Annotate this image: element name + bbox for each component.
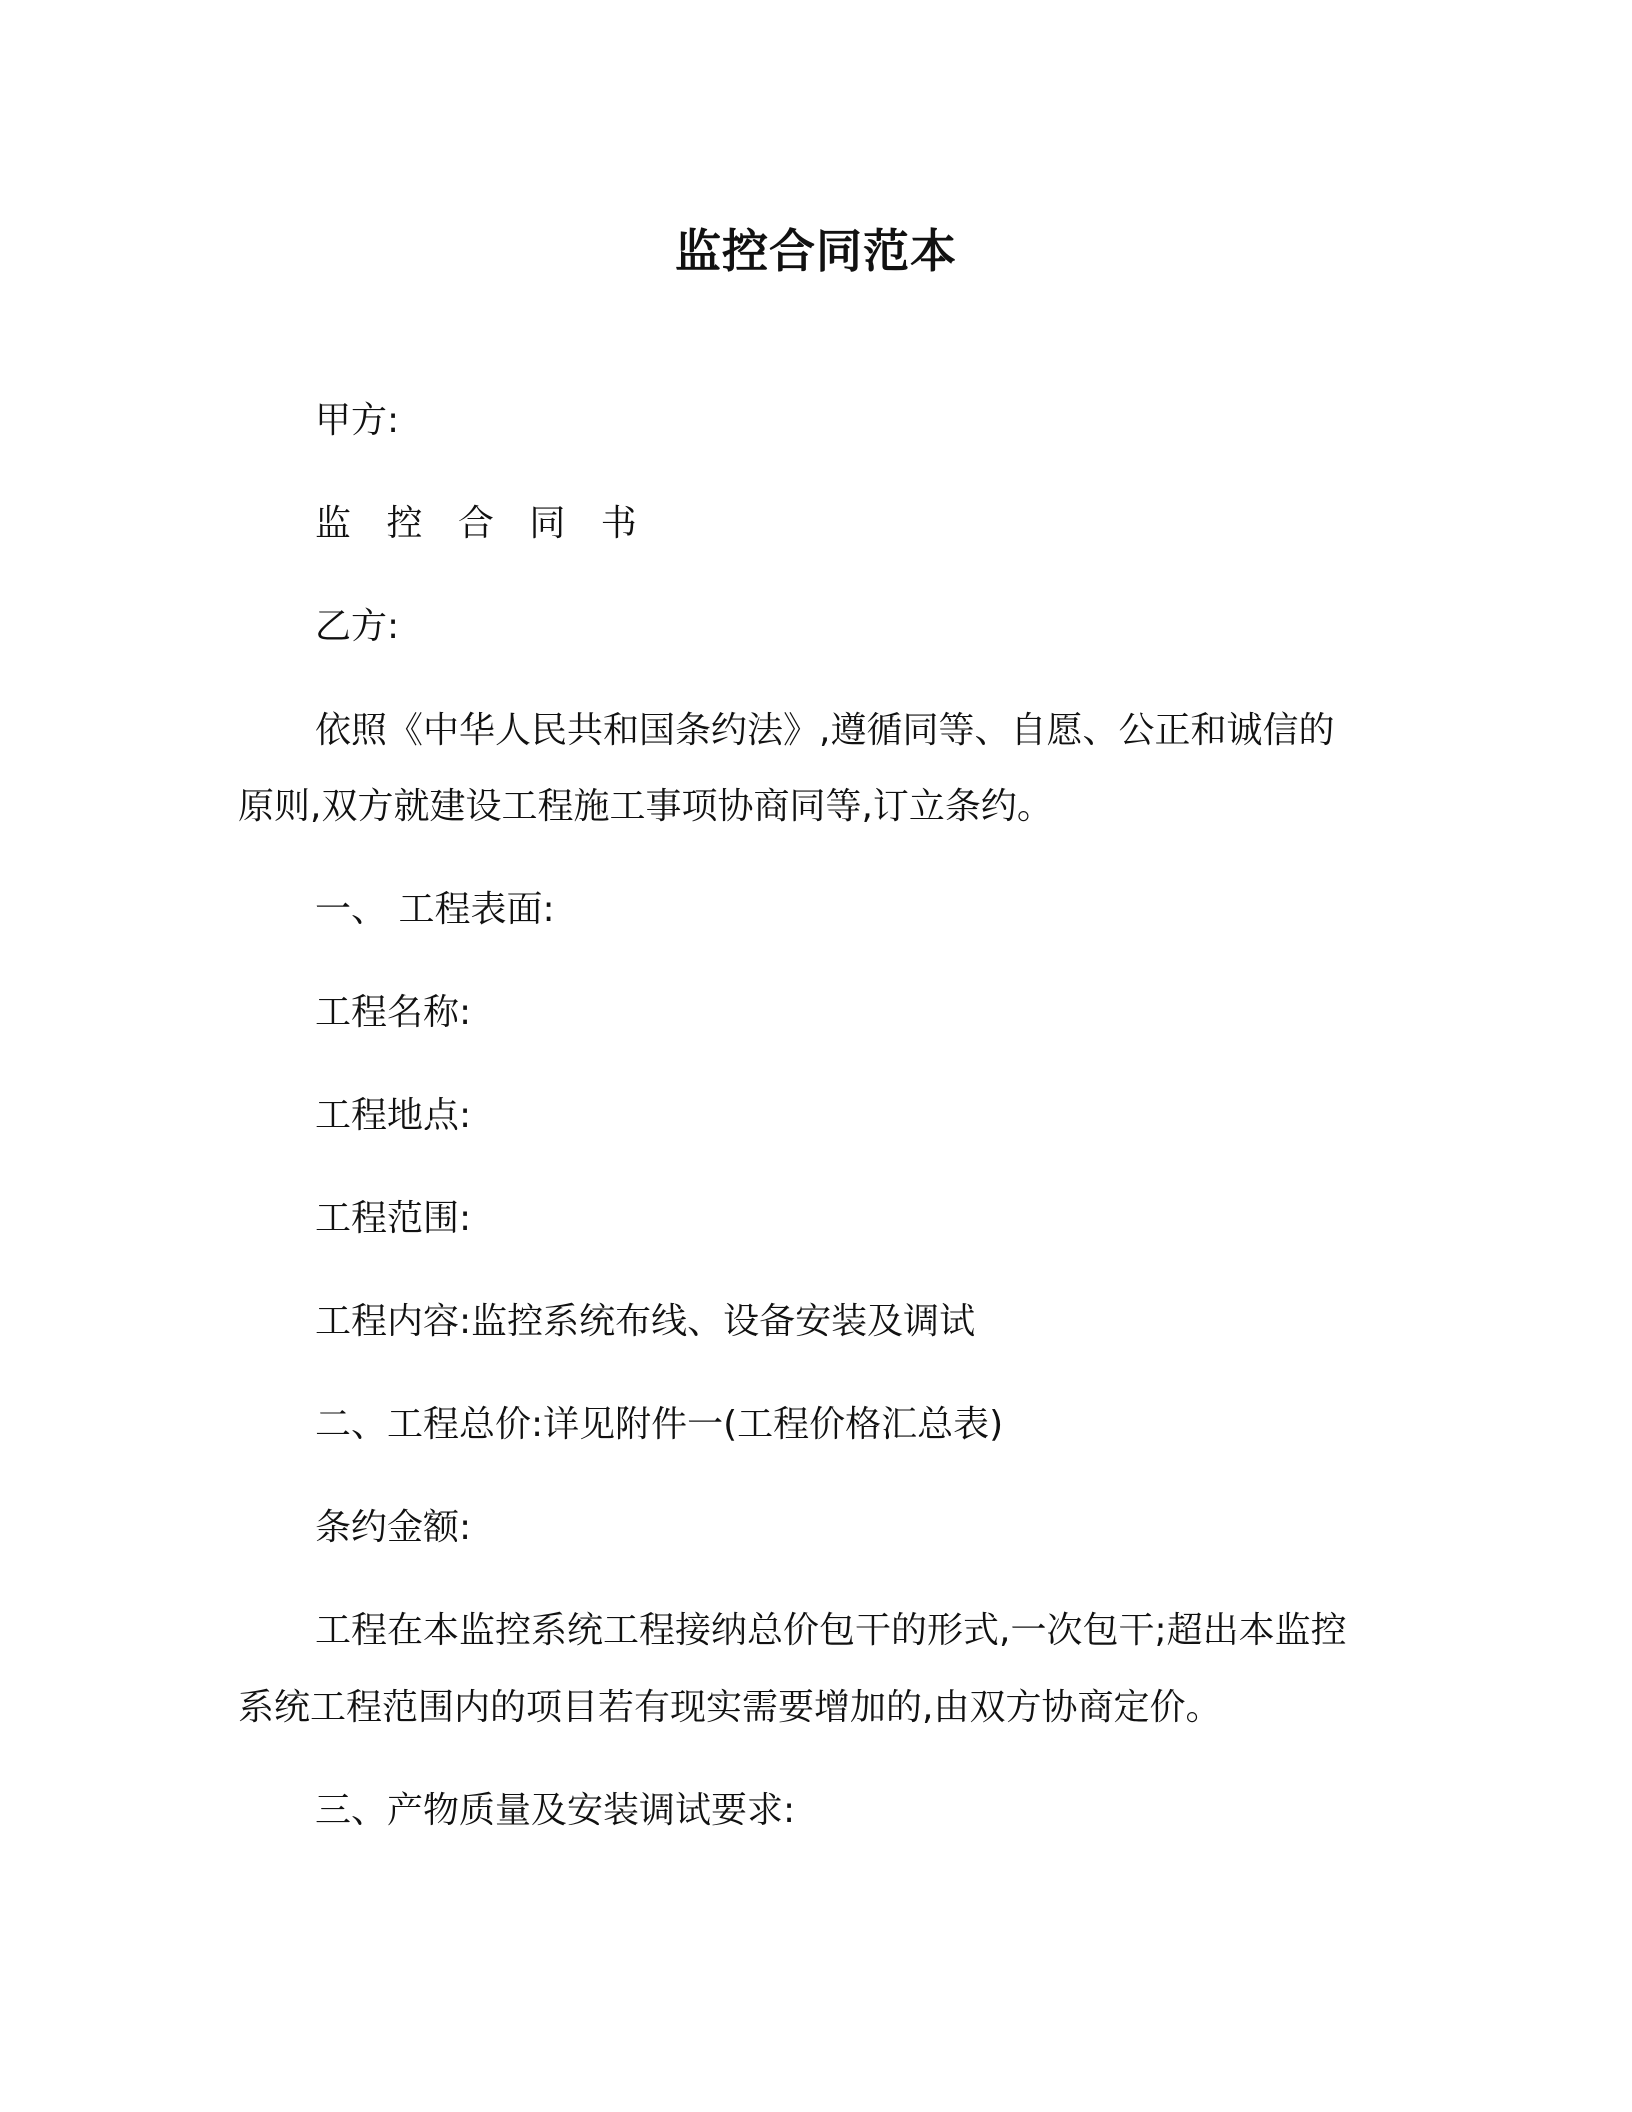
pricing-paragraph-line-1: 工程在本监控系统工程接纳总价包干的形式,一次包干;超出本监控 [315, 1610, 1347, 1651]
document-title: 监控合同范本 [675, 224, 957, 278]
intro-paragraph-line-1: 依照《中华人民共和国条约法》,遵循同等、自愿、公正和诚信的 [315, 710, 1335, 751]
contract-amount-label: 条约金额: [315, 1507, 472, 1548]
party-b-label: 乙方: [315, 606, 400, 647]
project-scope-label: 工程范围: [315, 1198, 472, 1239]
party-a-label: 甲方: [315, 400, 400, 441]
intro-paragraph-line-2: 原则,双方就建设工程施工事项协商同等,订立条约。 [238, 786, 1053, 827]
section-1-heading: 一、 工程表面: [315, 889, 555, 930]
section-2-heading: 二、工程总价:详见附件一(工程价格汇总表) [315, 1404, 1004, 1445]
contract-subtitle: 监 控 合 同 书 [315, 503, 649, 544]
pricing-paragraph-line-2: 系统工程范围内的项目若有现实需要增加的,由双方协商定价。 [238, 1687, 1222, 1728]
project-content-line: 工程内容:监控系统布线、设备安装及调试 [315, 1301, 976, 1342]
section-3-heading: 三、产物质量及安装调试要求: [315, 1790, 796, 1831]
project-location-label: 工程地点: [315, 1095, 472, 1136]
project-name-label: 工程名称: [315, 992, 472, 1033]
